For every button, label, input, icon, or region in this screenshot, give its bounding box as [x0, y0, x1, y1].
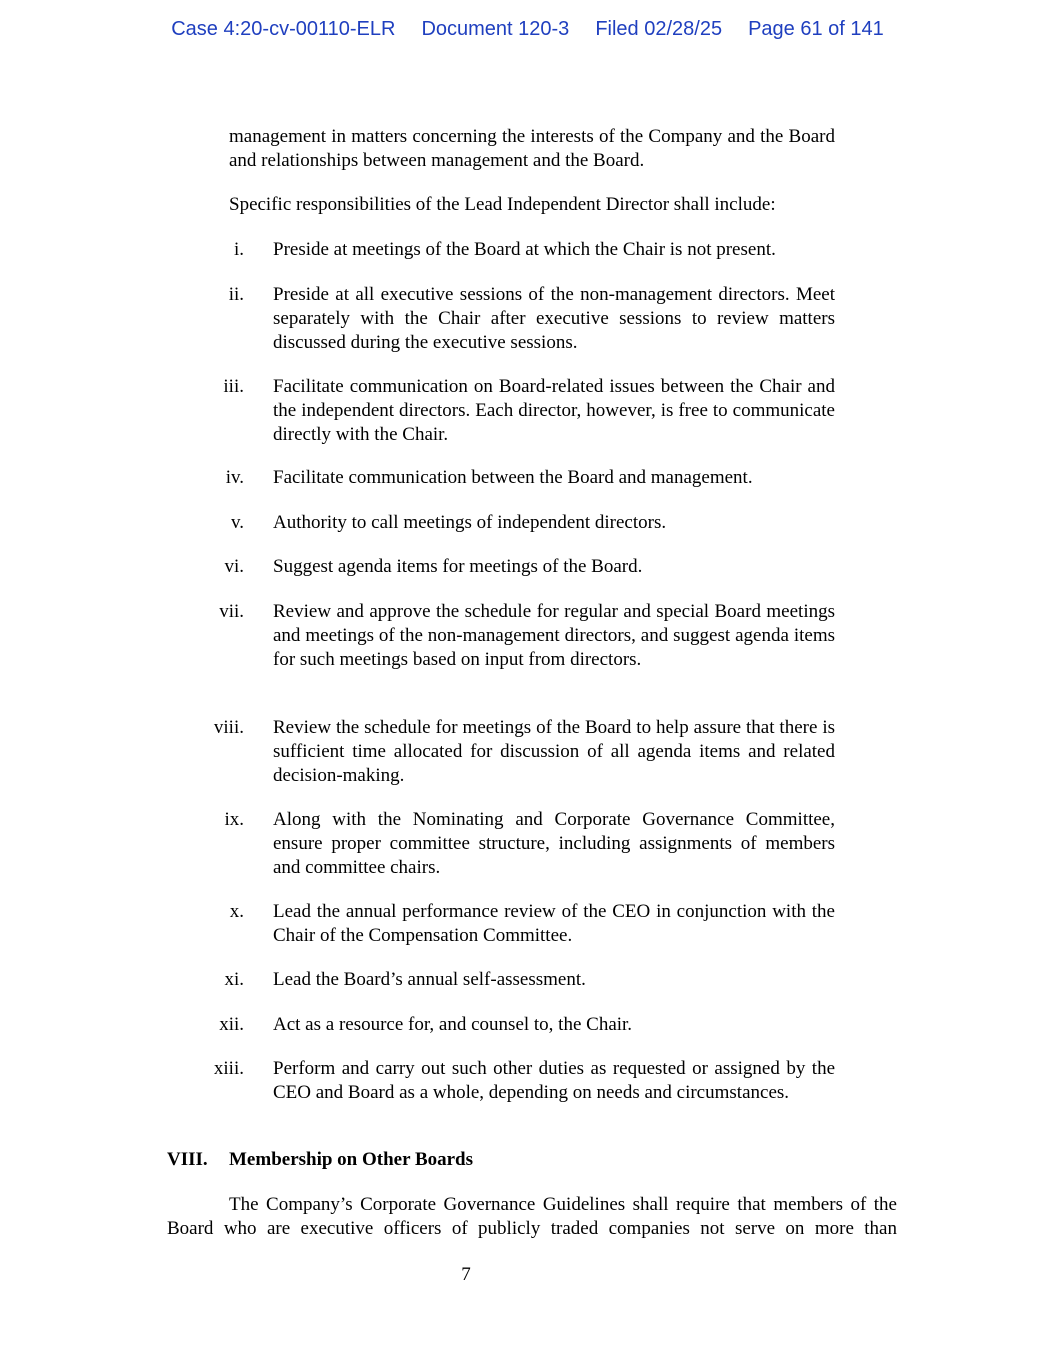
court-filing-header: [0, 18, 1055, 41]
list-item-text: Authority to call meetings of independent directors.: [273, 512, 667, 533]
filed-date: Filed 02/28/25: [595, 18, 723, 40]
case-number: Case 4:20-cv-00110-ELR: [171, 18, 396, 40]
intro-paragraph: management in matters concerning the interests of the Company and the Board and relationships between management and the Board.: [229, 126, 835, 171]
list-item-number: v.: [230, 512, 244, 533]
responsibilities-intro: Specific responsibilities of the Lead Independent Director shall include:: [229, 194, 776, 215]
list-item-number: vi.: [224, 556, 244, 577]
list-item-number: iv.: [225, 467, 244, 488]
list-item-text: Facilitate communication between the Board and management.: [273, 467, 753, 488]
list-item-number: xiii.: [213, 1058, 244, 1079]
list-item-number: xii.: [219, 1014, 244, 1035]
section-heading: [167, 1148, 473, 1172]
section-title: Membership on Other Boards: [229, 1149, 474, 1170]
list-item-text: Review and approve the schedule for regular and special Board meetings and meetings of the non-management directors, and suggest agenda items for such meetings based on input from directors.: [273, 601, 835, 670]
list-item-text: Review the schedule for meetings of the Board to help assure that there is sufficient time allocated for discussion of all agenda items and related decision-making.: [273, 717, 835, 786]
list-item-number: iii.: [223, 376, 244, 397]
page-number: 7: [461, 1264, 471, 1285]
list-item-text: Preside at all executive sessions of the non-management directors. Meet separately with the Chair after executive sessions to review matters discussed during the executive sessions.: [273, 284, 835, 353]
list-item-text: Act as a resource for, and counsel to, the Chair.: [273, 1014, 633, 1035]
list-item-text: Lead the Board’s annual self-assessment.: [273, 969, 586, 990]
page-count: Page 61 of 141: [748, 18, 884, 40]
list-item-number: vii.: [219, 601, 244, 622]
list-item-number: xi.: [224, 969, 244, 990]
list-item-text: Along with the Nominating and Corporate Governance Committee, ensure proper committee structure, including assignments of members and committee chairs.: [273, 809, 835, 878]
document-number: Document 120-3: [421, 18, 570, 40]
list-item-number: ii.: [228, 284, 244, 305]
list-item-text: Lead the annual performance review of the CEO in conjunction with the Chair of the Compensation Committee.: [273, 901, 835, 946]
list-item-number: ix.: [224, 809, 244, 830]
list-item-number: x.: [229, 901, 244, 922]
list-item-text: Perform and carry out such other duties as requested or assigned by the CEO and Board as a whole, depending on needs and circumstances.: [273, 1058, 835, 1103]
list-item-number: i.: [233, 239, 244, 260]
list-item-text: Preside at meetings of the Board at which the Chair is not present.: [273, 239, 776, 260]
list-item-text: Facilitate communication on Board-related issues between the Chair and the independent directors. Each director, however, is free to communicate directly with the Chair.: [273, 376, 835, 445]
section-number: VIII.: [167, 1149, 208, 1170]
list-item-number: viii.: [213, 717, 244, 738]
list-item-text: Suggest agenda items for meetings of the Board.: [273, 556, 643, 577]
section-body: The Company’s Corporate Governance Guidelines shall require that members of the Board who are executive officers of publicly traded companies not serve on more than: [167, 1194, 897, 1239]
